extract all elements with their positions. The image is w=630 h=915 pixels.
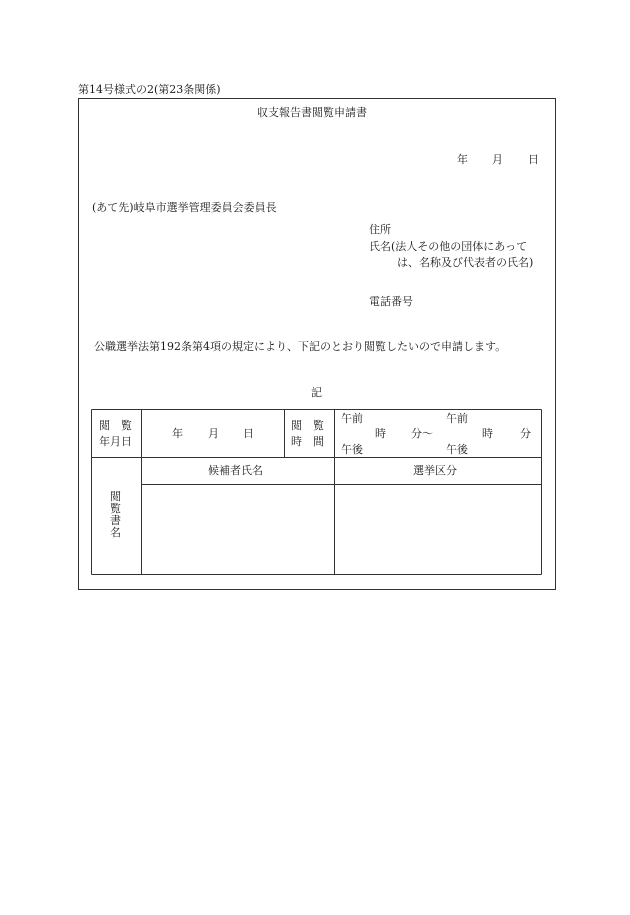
minute-range-label: 分〜 (411, 427, 433, 440)
election-category-header: 選挙区分 (413, 464, 457, 477)
date-month-label: 月 (492, 153, 503, 166)
doc-label-char-1: 閲 (110, 490, 121, 503)
doc-label-char-4: 名 (110, 526, 121, 539)
phone-label: 電話番号 (369, 295, 413, 308)
candidate-name-header: 候補者氏名 (208, 464, 263, 477)
start-hour-label: 時 (375, 427, 386, 440)
end-pm-label: 午後 (446, 443, 468, 456)
name-label-line2: は、名称及び代表者の氏名) (397, 256, 534, 269)
time-header-2: 時 間 (291, 435, 324, 448)
addressee: (あて先)岐阜市選挙管理委員会委員長 (92, 201, 277, 214)
doc-label-char-3: 書 (110, 514, 121, 527)
time-header-1: 閲 覧 (291, 419, 324, 432)
date-header-1: 閲 覧 (99, 419, 132, 432)
end-minute-label: 分 (520, 427, 531, 440)
end-hour-label: 時 (482, 427, 493, 440)
doc-label-char-2: 覧 (110, 502, 121, 515)
date-header-2: 年月日 (99, 435, 132, 448)
name-label-line1: 氏名(法人その他の団体にあって (369, 240, 528, 253)
start-pm-label: 午後 (341, 443, 363, 456)
date-day-label: 日 (528, 153, 539, 166)
date-cell-month: 月 (208, 427, 219, 440)
date-cell-year: 年 (172, 427, 183, 440)
application-statement: 公職選挙法第192条第4項の規定により、下記のとおり閲覧したいので申請します。 (94, 340, 507, 353)
form-number: 第14号様式の2(第23条関係) (78, 83, 221, 96)
address-label: 住所 (369, 223, 391, 236)
ki-heading: 記 (311, 386, 322, 399)
date-cell-day: 日 (243, 427, 254, 440)
end-am-label: 午前 (446, 412, 468, 425)
start-am-label: 午前 (341, 412, 363, 425)
form-title: 収支報告書閲覧申請書 (257, 106, 367, 119)
date-year-label: 年 (457, 153, 468, 166)
